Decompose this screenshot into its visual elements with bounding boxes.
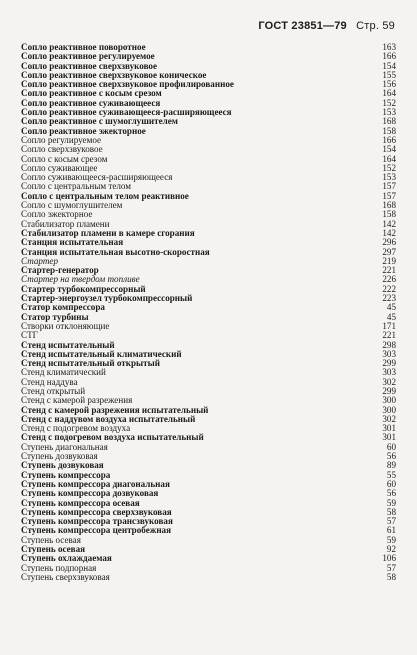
index-term: Ступень диагональная [21, 442, 108, 452]
index-term: Сопло реактивное сверхзвуковое [21, 61, 158, 71]
index-page-number: 164 [382, 153, 396, 164]
index-term: Статор турбины [21, 312, 89, 322]
index-term: Ступень подпорная [21, 563, 97, 573]
index-entry [21, 210, 396, 219]
index-page-number: 301 [382, 432, 396, 443]
index-term: Сопло регулируемое [21, 135, 102, 145]
index-entry [21, 396, 396, 405]
index-page-number: 152 [382, 97, 396, 108]
index-term: Створки отклоняющие [21, 321, 110, 331]
index-term: Сопло суживающее [21, 163, 98, 173]
index-page-number: 142 [382, 227, 396, 238]
index-page-number: 60 [386, 441, 396, 452]
index-page-number: 57 [386, 562, 396, 573]
index-entry [21, 108, 396, 117]
index-page-number: 60 [386, 478, 396, 489]
index-entry [21, 461, 396, 470]
index-term: Ступень компрессора диагональная [21, 479, 170, 489]
index-term: Сопло реактивное с шумоглушителем [21, 117, 178, 127]
index-page-number: 303 [382, 367, 396, 378]
index-page-number: 298 [382, 339, 396, 350]
index-entry [21, 229, 396, 238]
index-term: Станция испытательная [21, 238, 124, 248]
index-page-number: 56 [386, 488, 396, 499]
index-page-number: 57 [386, 516, 396, 527]
index-term: Сопло реактивное регулируемое [21, 52, 155, 62]
index-entry [21, 145, 396, 154]
index-term: Стартер-энергоузел турбокомпрессорный [21, 294, 193, 304]
index-term: Сопло сверхзвуковое [21, 145, 103, 155]
index-entry [21, 275, 396, 284]
index-entry [21, 331, 396, 340]
index-page-number: 154 [382, 144, 396, 155]
index-term: Ступень дозвуковая [21, 461, 104, 471]
index-entry [21, 433, 396, 442]
index-page-number: 166 [382, 51, 396, 62]
index-entry [21, 52, 396, 61]
index-page-number: 154 [382, 60, 396, 71]
index-page-number: 59 [386, 497, 396, 508]
index-page-number: 171 [382, 320, 396, 331]
index-page-number: 300 [382, 395, 396, 406]
index-entry [21, 554, 396, 563]
index-term: Сопло эжекторное [21, 210, 93, 220]
index-entry [21, 387, 396, 396]
index-page-number: 156 [382, 79, 396, 90]
index-term: Ступень осевая [21, 545, 86, 555]
index-page-number: 89 [386, 460, 396, 471]
standard-number: ГОСТ 23851—79 [258, 20, 347, 32]
index-page-number: 153 [382, 107, 396, 118]
index-term: Ступень дозвуковая [21, 452, 98, 462]
index-entry [21, 89, 396, 98]
index-term: Стартер [21, 256, 58, 266]
index-term: Ступень компрессора [21, 470, 111, 480]
index-term: Сопло реактивное суживающееся-расширяющееся [21, 108, 232, 118]
index-page-number: 163 [382, 42, 396, 52]
index-entry [21, 80, 396, 89]
index-entry [21, 192, 396, 201]
index-page-number: 164 [382, 88, 396, 99]
index-page-number: 58 [386, 571, 396, 582]
index-term: Сопло с косым срезом [21, 154, 108, 164]
index-term: Ступень сверхзвуковая [21, 572, 110, 582]
index-term: Статор компрессора [21, 303, 105, 313]
index-term: Ступень охлаждаемая [21, 554, 112, 564]
index-entry [21, 294, 396, 303]
index-entry [21, 117, 396, 126]
index-term: Ступень компрессора сверхзвуковая [21, 507, 172, 517]
index-entry [21, 536, 396, 545]
index-term: Ступень осевая [21, 535, 81, 545]
index-page-number: 221 [382, 265, 396, 276]
index-entry [21, 508, 396, 517]
index-term: Ступень компрессора трансзвуковая [21, 517, 173, 527]
index-page-number: 303 [382, 348, 396, 359]
index-entry [21, 350, 396, 359]
index-page-number: 152 [382, 162, 396, 173]
index-entry [21, 173, 396, 182]
index-entry [21, 220, 396, 229]
index-entry [21, 415, 396, 424]
index-entry [21, 201, 396, 210]
index-entry [21, 452, 396, 461]
index-entry [21, 248, 396, 257]
index-page-number: 302 [382, 413, 396, 424]
index-page-number: 296 [382, 237, 396, 248]
index-term: Стенд наддува [21, 377, 78, 387]
index-entry [21, 155, 396, 164]
index-term: Стартер на твердом топливе [21, 275, 140, 285]
index-term: Сопло суживающееся-расширяющееся [21, 173, 173, 183]
index-page-number: 222 [382, 283, 396, 294]
index-entry [21, 164, 396, 173]
index-entry [21, 43, 396, 52]
index-page-number: 168 [382, 200, 396, 211]
index-entry [21, 424, 396, 433]
index-entry [21, 303, 396, 312]
index-term: Сопло с шумоглушителем [21, 201, 123, 211]
index-term: Ступень компрессора дозвуковая [21, 489, 159, 499]
index-page-number: 300 [382, 404, 396, 415]
index-entry [21, 406, 396, 415]
index-page-number: 158 [382, 209, 396, 220]
index-entry [21, 378, 396, 387]
index-term: Стартер турбокомпрессорный [21, 284, 146, 294]
index-entry [21, 136, 396, 145]
index-term: Сопло с центральным телом реактивное [21, 191, 189, 201]
index-entry [21, 266, 396, 275]
index-page-number: 92 [386, 544, 396, 555]
index-term: Сопло реактивное сверхзвуковое коническое [21, 70, 207, 80]
index-entry [21, 564, 396, 573]
index-page-number: 166 [382, 134, 396, 145]
index-page-number: 223 [382, 293, 396, 304]
index-page-number: 168 [382, 116, 396, 127]
index-term: Ступень компрессора осевая [21, 498, 140, 508]
index-entry [21, 443, 396, 452]
index-page-number: 155 [382, 69, 396, 80]
page-header [258, 20, 395, 32]
index-page-number: 58 [386, 506, 396, 517]
index-entry [21, 313, 396, 322]
index-page-number: 59 [386, 534, 396, 545]
index-entry [21, 368, 396, 377]
index-entry [21, 341, 396, 350]
index-term: Стартер-генератор [21, 266, 99, 276]
index-page-number: 61 [386, 525, 396, 536]
index-term: Сопло реактивное эжекторное [21, 126, 146, 136]
index-term: Стенд испытательный открытый [21, 359, 160, 369]
index-term: Стенд с подогревом воздуха испытательный [21, 433, 204, 443]
index-entry [21, 322, 396, 331]
index-entry [21, 359, 396, 368]
index-term: Станция испытательная высотно-скоростная [21, 247, 210, 257]
index-page-number: 106 [382, 553, 396, 564]
index-entry [21, 257, 396, 266]
term-index-list [21, 43, 396, 582]
index-page-number: 221 [382, 330, 396, 341]
index-page-number: 297 [382, 246, 396, 257]
page-number-label: Стр. 59 [356, 20, 395, 32]
index-page-number: 45 [386, 302, 396, 313]
index-page-number: 55 [386, 469, 396, 480]
index-entry [21, 471, 396, 480]
index-page-number: 142 [382, 218, 396, 229]
index-page-number: 153 [382, 172, 396, 183]
index-entry [21, 99, 396, 108]
index-term: Стабилизатор пламени в камере сгорания [21, 228, 195, 238]
index-entry [21, 127, 396, 136]
index-term: Сопло реактивное с косым срезом [21, 89, 162, 99]
index-page-number: 45 [386, 311, 396, 322]
index-term: Ступень компрессора центробежная [21, 526, 172, 536]
index-entry [21, 517, 396, 526]
index-page-number: 299 [382, 385, 396, 396]
index-entry [21, 545, 396, 554]
index-term: Сопло реактивное поворотное [21, 43, 146, 52]
index-entry [21, 71, 396, 80]
index-page-number: 302 [382, 376, 396, 387]
index-entry [21, 573, 396, 582]
index-page-number: 157 [382, 190, 396, 201]
index-page-number: 158 [382, 125, 396, 136]
index-term: Сопло реактивное сверхзвуковое профилированное [21, 80, 234, 90]
index-page-number: 299 [382, 358, 396, 369]
index-entry [21, 526, 396, 535]
index-entry [21, 489, 396, 498]
index-page-number: 219 [382, 255, 396, 266]
index-entry [21, 62, 396, 71]
index-page-number: 301 [382, 423, 396, 434]
index-term: Сопло реактивное суживающееся [21, 98, 161, 108]
index-term: Стенд испытательный климатический [21, 349, 182, 359]
index-entry [21, 499, 396, 508]
index-entry [21, 238, 396, 247]
index-term: Стенд с камерой разрежения [21, 396, 133, 406]
index-term: Сопло с центральным телом [21, 182, 132, 192]
index-term: Стенд с подогревом воздуха [21, 424, 131, 434]
index-term: Стабилизатор пламени [21, 219, 110, 229]
index-entry [21, 480, 396, 489]
index-entry [21, 182, 396, 191]
index-term: Стенд испытательный [21, 340, 115, 350]
index-term: Стенд с камерой разрежения испытательный [21, 405, 209, 415]
index-page-number: 226 [382, 274, 396, 285]
index-term: СТГ [21, 331, 38, 341]
index-page-number: 56 [386, 451, 396, 462]
index-page-number: 157 [382, 181, 396, 192]
index-entry [21, 285, 396, 294]
index-term: Стенд с наддувом воздуха испытательный [21, 414, 196, 424]
index-term: Стенд открытый [21, 386, 86, 396]
index-term: Стенд климатический [21, 368, 106, 378]
